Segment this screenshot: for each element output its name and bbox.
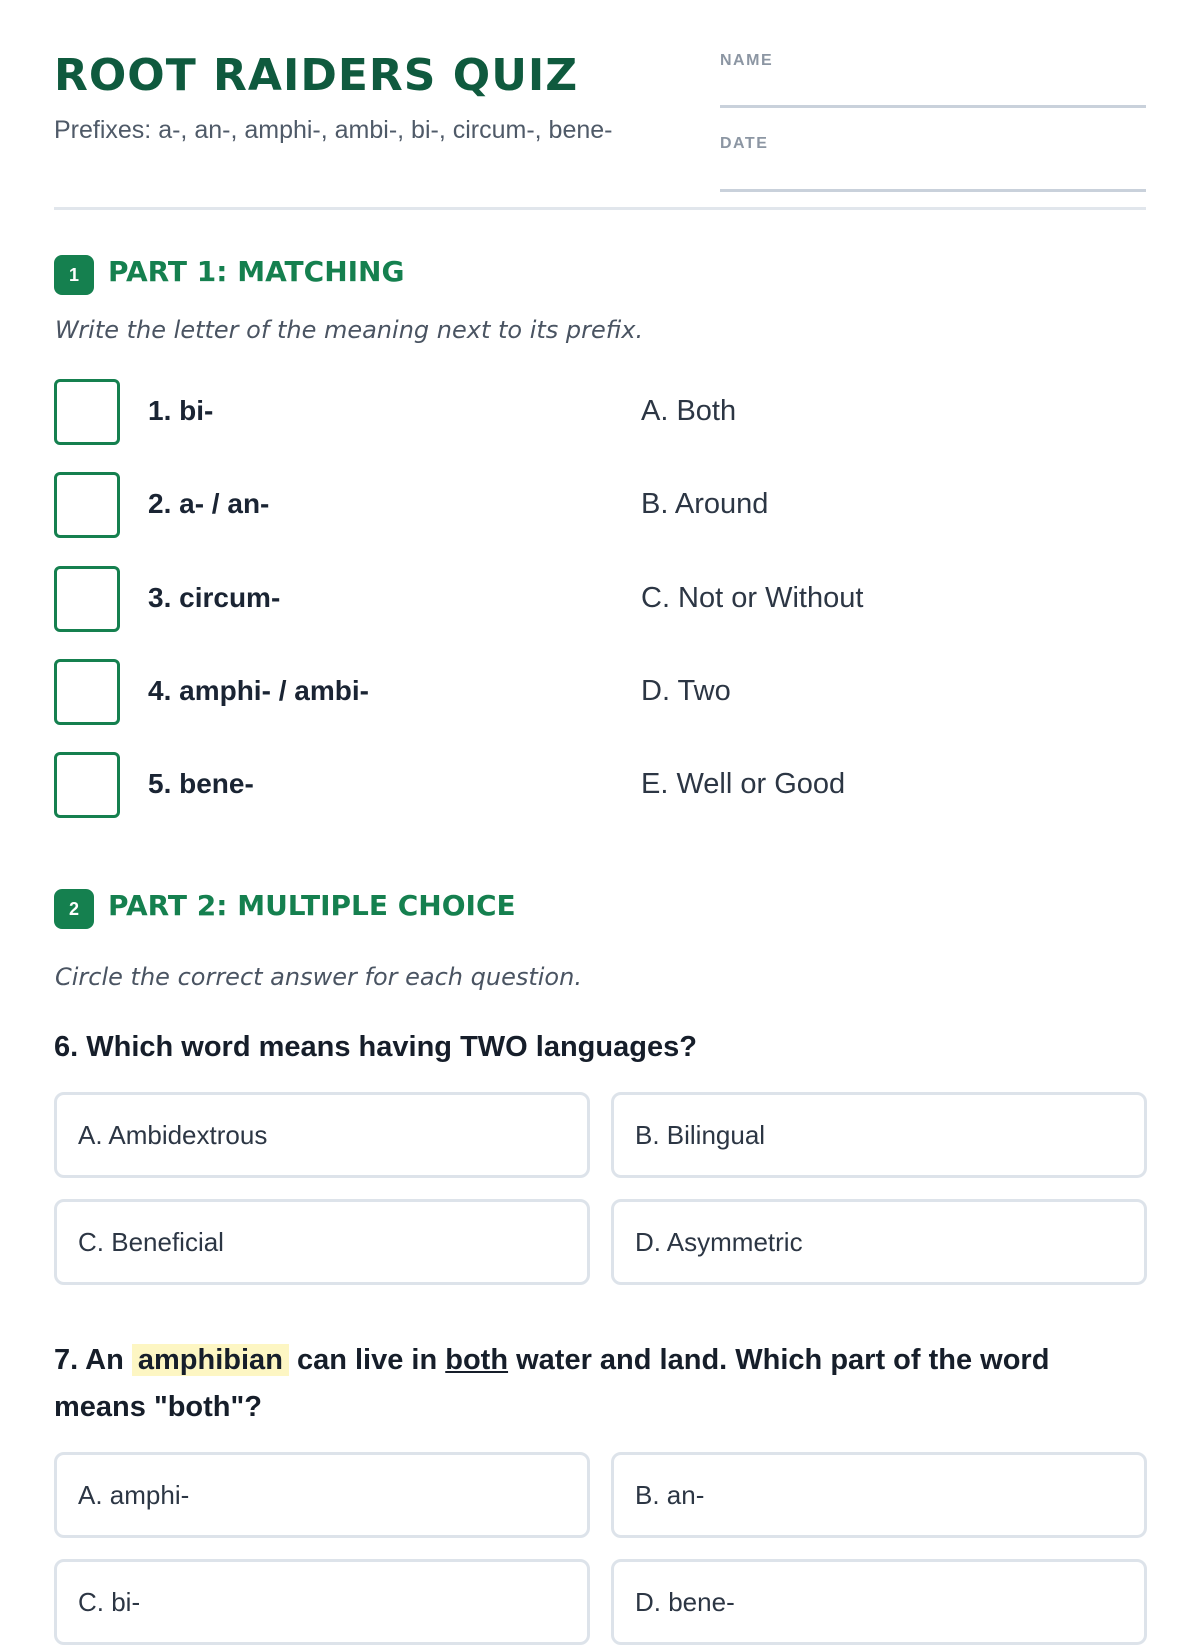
meaning-option: C. Not or Without	[641, 582, 864, 614]
q6-option-d[interactable]: D. Asymmetric	[611, 1199, 1147, 1285]
highlighted-word: amphibian	[132, 1344, 289, 1376]
matching-row	[54, 379, 1146, 445]
matching-row	[54, 752, 1146, 818]
underlined-word: both	[445, 1344, 509, 1376]
answer-box[interactable]	[54, 472, 120, 538]
q7-option-b[interactable]: B. an-	[611, 1452, 1147, 1538]
matching-row	[54, 566, 1146, 632]
q7-option-a[interactable]: A. amphi-	[54, 1452, 590, 1538]
question-7	[54, 1337, 1146, 1431]
question-7-text-end: water and land. Which part of the word means "both"?	[54, 1344, 1050, 1423]
meaning-option: D. Two	[641, 675, 731, 707]
meaning-option: A. Both	[641, 395, 737, 427]
q6-option-a[interactable]: A. Ambidextrous	[54, 1092, 590, 1178]
prefix-term: 1. bi-	[148, 395, 214, 426]
meaning-option: B. Around	[641, 488, 769, 520]
header-divider	[54, 207, 1146, 210]
date-field-line[interactable]	[720, 189, 1146, 192]
date-label: DATE	[720, 135, 769, 152]
quiz-title: ROOT RAIDERS QUIZ	[54, 50, 579, 101]
answer-box[interactable]	[54, 752, 120, 818]
name-label: NAME	[720, 52, 774, 69]
prefix-term: 2. a- / an-	[148, 488, 270, 519]
part2-title: PART 2: MULTIPLE CHOICE	[108, 889, 516, 922]
quiz-subtitle: Prefixes: a-, an-, amphi-, ambi-, bi-, circum-, bene-	[54, 116, 613, 144]
part1-instruction: Write the letter of the meaning next to its prefix.	[55, 316, 644, 344]
q7-option-d[interactable]: D. bene-	[611, 1559, 1147, 1645]
q7-option-c[interactable]: C. bi-	[54, 1559, 590, 1645]
part2-instruction: Circle the correct answer for each question.	[55, 963, 582, 991]
answer-box[interactable]	[54, 379, 120, 445]
part2-badge: 2	[54, 889, 94, 929]
name-field-line[interactable]	[720, 105, 1146, 108]
part1-badge: 1	[54, 255, 94, 295]
prefix-term: 4. amphi- / ambi-	[148, 675, 369, 706]
question-7-text-start: 7. An	[54, 1344, 132, 1376]
question-7-text-mid: can live in	[288, 1344, 446, 1376]
answer-box[interactable]	[54, 659, 120, 725]
q6-option-c[interactable]: C. Beneficial	[54, 1199, 590, 1285]
prefix-term: 5. bene-	[148, 768, 254, 799]
question-6: 6. Which word means having TWO languages?	[54, 1031, 697, 1063]
answer-box[interactable]	[54, 566, 120, 632]
matching-row	[54, 472, 1146, 538]
prefix-term: 3. circum-	[148, 582, 281, 613]
part1-title: PART 1: MATCHING	[108, 255, 405, 288]
q6-option-b[interactable]: B. Bilingual	[611, 1092, 1147, 1178]
matching-row	[54, 659, 1146, 725]
meaning-option: E. Well or Good	[641, 768, 846, 800]
